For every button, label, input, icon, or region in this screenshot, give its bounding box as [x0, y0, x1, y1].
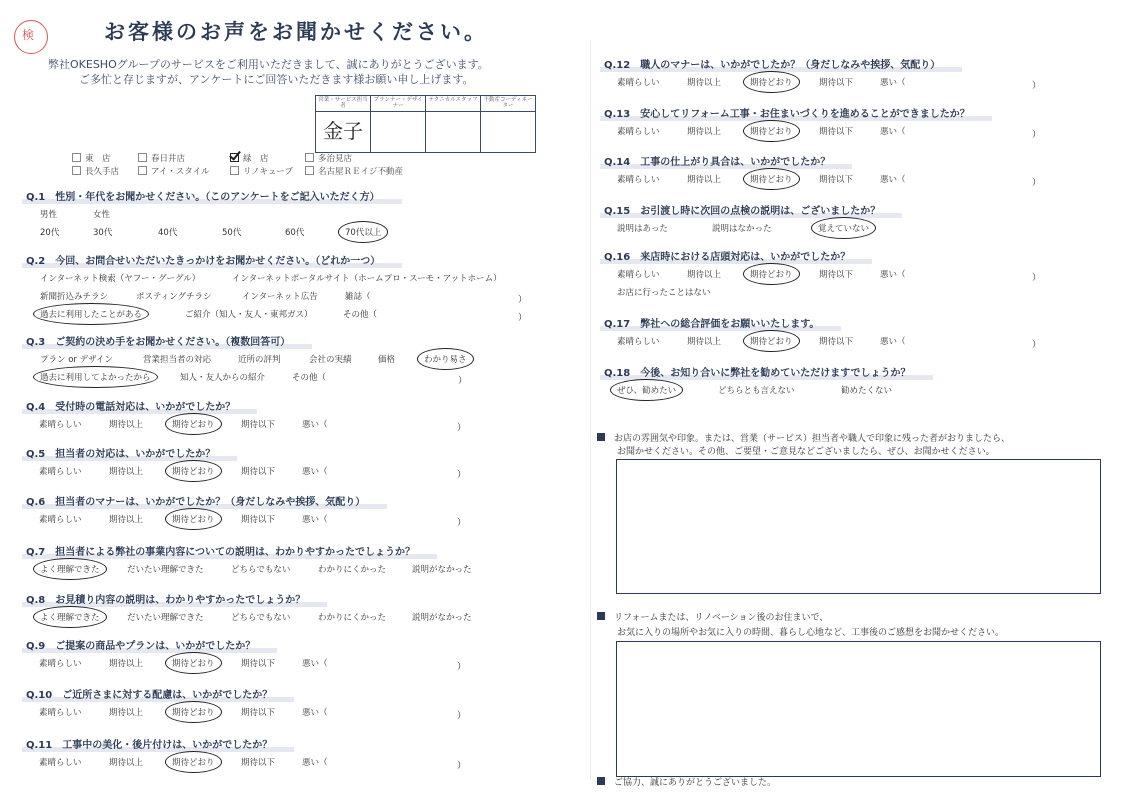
answer-option[interactable]: 悪い（ — [880, 127, 906, 137]
answer-option[interactable]: 悪い（ — [302, 758, 328, 768]
answer-option-selected[interactable]: 期待どおり — [172, 758, 215, 768]
closing-paren: ） — [457, 711, 467, 721]
answer-option[interactable]: どちらとも言えない — [718, 386, 795, 396]
answer-option[interactable]: 会社の実績 — [309, 355, 352, 365]
answer-option-selected[interactable]: 覚えていない — [818, 224, 870, 234]
closing-paren: ） — [1032, 273, 1042, 283]
closing-paren: ） — [457, 662, 467, 672]
answer-option[interactable]: 素晴らしい — [39, 467, 82, 477]
question-title: Q.18 今後、お知り合いに弊社を勧めていただけますでしょうか？ — [604, 364, 911, 379]
answer-option[interactable]: 期待以下 — [241, 420, 276, 430]
answer-option[interactable]: 期待以上 — [687, 78, 722, 88]
store-option[interactable]: 長久手店 — [72, 165, 119, 177]
answer-option[interactable]: その他（ — [292, 373, 327, 383]
question-title: Q.8 お見積り内容の説明は、わかりやすかったでしょうか？ — [26, 591, 305, 606]
answer-option[interactable]: 素晴らしい — [617, 175, 660, 185]
answer-option-selected[interactable]: よく理解できた — [40, 565, 100, 575]
answer-option-selected[interactable]: 期待どおり — [172, 659, 215, 669]
intro-line-2: ご多忙と存じますが、アンケートにご回答いただきます様お願い申し上げます。 — [79, 73, 474, 86]
answer-option[interactable]: 期待以上 — [109, 420, 144, 430]
answer-option[interactable]: 期待以上 — [109, 708, 144, 718]
closing-paren: ） — [457, 470, 467, 480]
answer-option-selected[interactable]: 期待どおり — [750, 337, 793, 347]
store-option[interactable]: 名古屋ＲＥイジ不動産 — [305, 165, 403, 177]
answer-option-selected[interactable]: 期待どおり — [750, 78, 793, 88]
question-highlight — [22, 697, 294, 702]
answer-option[interactable]: 期待以上 — [687, 270, 722, 280]
answer-option[interactable]: その他（ — [343, 310, 378, 320]
store-option[interactable]: アイ・スタイル — [138, 165, 210, 177]
bullet-square-icon — [597, 777, 605, 785]
answer-option[interactable]: 悪い（ — [302, 467, 328, 477]
answer-option[interactable]: 悪い（ — [880, 270, 906, 280]
answer-option[interactable]: インターネット検索（ヤフー・グーグル） — [40, 274, 201, 284]
answer-option[interactable]: プラン or デザイン — [40, 355, 114, 365]
question-title: Q.16 来店時における店頭対応は、いかがでしたか？ — [604, 248, 850, 263]
comment-prompt-1-line-2: お聞かせください。その他、ご要望・ご意見などございましたら、ぜひ、お聞かせください。 — [617, 447, 995, 457]
answer-option-selected[interactable]: 期待どおり — [750, 270, 793, 280]
answer-option[interactable]: 説明がなかった — [412, 565, 472, 575]
closing-paren: ） — [1032, 340, 1042, 350]
closing-message: ご協力、誠にありがとうございました。 — [597, 775, 776, 788]
answer-option-selected[interactable]: 期待どおり — [172, 420, 215, 430]
answer-option[interactable]: 期待以上 — [687, 175, 722, 185]
question-highlight — [22, 409, 257, 414]
answer-option[interactable]: 素晴らしい — [617, 78, 660, 88]
answer-option[interactable]: 素晴らしい — [39, 420, 82, 430]
answer-option[interactable]: 女性 — [93, 210, 111, 220]
answer-option[interactable]: お店に行ったことはない — [617, 288, 711, 298]
answer-option-selected[interactable]: 期待どおり — [750, 175, 793, 185]
answer-option[interactable]: 悪い（ — [880, 337, 906, 347]
question-highlight — [22, 263, 402, 268]
answer-option[interactable]: だいたい理解できた — [127, 613, 204, 623]
store-checkbox[interactable] — [230, 166, 239, 175]
answer-option[interactable]: 期待以上 — [109, 659, 144, 669]
comment-prompt-2: リフォームまたは、リノベーション後のお住まいで、 — [597, 610, 828, 623]
answer-option[interactable]: 期待以下 — [241, 467, 276, 477]
question-title: Q.7 担当者による弊社の事業内容についての説明は、わかりやすかったでしょうか？ — [26, 543, 415, 558]
staff-name-sales[interactable]: 金子 — [316, 111, 371, 152]
closing-paren: ） — [457, 518, 467, 528]
answer-option[interactable]: 素晴らしい — [39, 758, 82, 768]
answer-option[interactable]: 雑誌（ — [345, 292, 371, 302]
question-title: Q.12 職人のマナーは、いかがでしたか？（身だしなみや挨拶、気配り） — [604, 56, 940, 71]
answer-option[interactable]: 悪い（ — [302, 420, 328, 430]
answer-option[interactable]: わかりにくかった — [318, 613, 387, 623]
answer-option[interactable]: 悪い（ — [302, 515, 328, 525]
closing-paren: ） — [1032, 178, 1042, 188]
answer-option[interactable]: 説明はなかった — [712, 224, 772, 234]
bullet-square-icon — [597, 612, 605, 620]
answer-option-selected[interactable]: 期待どおり — [172, 708, 215, 718]
question-title: Q.11 工事中の美化・後片付けは、いかがでしたか？ — [26, 736, 272, 751]
comment-prompt-2-line-2: お気に入りの場所やお気に入りの時間、暮らし心地など、工事後のご感想をお聞かせください。 — [617, 628, 1005, 638]
answer-option-selected[interactable]: 期待どおり — [172, 467, 215, 477]
question-highlight — [22, 648, 277, 653]
answer-option-selected[interactable]: わかり易さ — [424, 355, 467, 365]
answer-option[interactable]: どちらでもない — [231, 565, 291, 575]
answer-option[interactable]: 期待以下 — [819, 337, 854, 347]
question-title: Q.4 受付時の電話対応は、いかがでしたか？ — [26, 398, 235, 413]
stamp-text: 検 — [22, 28, 35, 42]
question-highlight — [600, 259, 872, 264]
answer-option[interactable]: 期待以上 — [687, 337, 722, 347]
question-title: Q.15 お引渡し時に次回の点検の説明は、ございましたか？ — [604, 202, 880, 217]
closing-paren: ） — [1032, 130, 1042, 140]
answer-option-selected[interactable]: 過去に利用してよかったから — [40, 373, 151, 383]
intro-line-1: 弊社OKESHOグループのサービスをご利用いただきまして、誠にありがとうございます。 — [48, 58, 489, 71]
answer-option[interactable]: 近所の評判 — [238, 355, 281, 365]
page-title: お客様のお声をお聞かせください。 — [104, 20, 488, 44]
staff-header-sales: 営業・サービス担当者 — [316, 96, 371, 112]
comment-prompt-1: お店の雰囲気や印象。または、営業（サービス）担当者や職人で印象に残った者がおりましたら、 — [597, 431, 1010, 444]
staff-header-technical: テクニカルスタッフ — [426, 96, 481, 112]
store-option[interactable]: 春日井店 — [138, 152, 185, 164]
answer-option[interactable]: 悪い（ — [302, 708, 328, 718]
answer-option[interactable]: 期待以下 — [241, 659, 276, 669]
answer-option-selected[interactable]: ぜひ、勧めたい — [617, 386, 677, 396]
answer-option[interactable]: 期待以上 — [109, 467, 144, 477]
answer-option[interactable]: ご紹介（知人・友人・東邦ガス） — [185, 310, 313, 320]
answer-option[interactable]: 説明はあった — [617, 224, 668, 234]
answer-option[interactable]: ポスティングチラシ — [136, 292, 212, 302]
question-highlight — [600, 164, 852, 169]
staff-header-realestate: 不動産コーディネーター — [481, 96, 536, 112]
answer-option-selected[interactable]: 70代以上 — [345, 228, 382, 238]
store-option[interactable]: 緑 店 — [230, 152, 269, 164]
answer-option[interactable]: 期待以上 — [687, 127, 722, 137]
question-title: Q.3 ご契約の決め手をお聞かせください。（複数回答可） — [26, 333, 290, 348]
answer-option[interactable]: 期待以下 — [819, 78, 854, 88]
store-option[interactable]: リノキューブ — [230, 165, 293, 177]
answer-option[interactable]: 30代 — [93, 228, 113, 238]
answer-option-selected[interactable]: 期待どおり — [172, 515, 215, 525]
question-title: Q.2 今回、お問合せいただいたきっかけをお聞かせください。（どれか一つ） — [26, 252, 380, 267]
closing-paren: ） — [457, 761, 467, 771]
store-checkbox[interactable] — [72, 153, 81, 162]
question-title: Q.13 安心してリフォーム工事・お住まいづくりを進めることができましたか？ — [604, 105, 970, 120]
staff-table — [315, 95, 536, 153]
answer-option[interactable]: 勧めたくない — [841, 386, 893, 396]
question-title: Q.1 性別・年代をお聞かせください。（このアンケートをご記入いただく方） — [26, 188, 380, 203]
comment-box-1[interactable] — [616, 459, 1101, 594]
answer-option[interactable]: 40代 — [158, 228, 178, 238]
answer-option[interactable]: 期待以上 — [109, 758, 144, 768]
question-title: Q.9 ご提案の商品やプランは、いかがでしたか？ — [26, 637, 255, 652]
answer-option[interactable]: 20代 — [40, 228, 60, 238]
question-title: Q.17 弊社への総合評価をお願いいたします。 — [604, 315, 819, 330]
answer-option[interactable]: 営業担当者の対応 — [143, 355, 212, 365]
store-option[interactable]: 東 店 — [72, 152, 111, 164]
answer-option[interactable]: 期待以下 — [819, 175, 854, 185]
closing-paren: ） — [518, 295, 528, 305]
staff-header-planner: プランナー・デザイナー — [371, 96, 426, 112]
store-checkbox[interactable] — [305, 166, 314, 175]
answer-option[interactable]: 期待以下 — [241, 708, 276, 718]
question-title: Q.6 担当者のマナーは、いかがでしたか？（身だしなみや挨拶、気配り） — [26, 493, 365, 508]
question-highlight — [22, 199, 402, 204]
answer-option[interactable]: だいたい理解できた — [127, 565, 204, 575]
answer-option[interactable]: 悪い（ — [880, 175, 906, 185]
answer-option[interactable]: 説明がなかった — [412, 613, 472, 623]
answer-option[interactable]: 素晴らしい — [617, 127, 660, 137]
answer-option[interactable]: 素晴らしい — [39, 659, 82, 669]
answer-option[interactable]: 新聞折込みチラシ — [40, 292, 109, 302]
answer-option[interactable]: 60代 — [285, 228, 305, 238]
question-highlight — [600, 116, 992, 121]
answer-option[interactable]: 素晴らしい — [39, 515, 82, 525]
answer-option[interactable]: 素晴らしい — [39, 708, 82, 718]
answer-option[interactable]: 期待以下 — [241, 758, 276, 768]
answer-option-selected[interactable]: よく理解できた — [40, 613, 100, 623]
answer-option-selected[interactable]: 期待どおり — [750, 127, 793, 137]
question-title: Q.5 担当者の対応は、いかがでしたか？ — [26, 445, 215, 460]
answer-option[interactable]: わかりにくかった — [318, 565, 387, 575]
store-checkbox[interactable] — [305, 153, 314, 162]
bullet-square-icon — [597, 433, 605, 441]
answer-option[interactable]: 価格 — [378, 355, 396, 365]
store-checkbox[interactable] — [138, 166, 147, 175]
store-option[interactable]: 多治見店 — [305, 152, 352, 164]
closing-paren: ） — [1032, 81, 1042, 91]
closing-paren: ） — [518, 313, 528, 323]
answer-option[interactable]: インターネット広告 — [242, 292, 318, 302]
question-highlight — [22, 747, 294, 752]
question-title: Q.10 ご近所さまに対する配慮は、いかがでしたか？ — [26, 686, 272, 701]
answer-option[interactable]: 期待以下 — [241, 515, 276, 525]
inspection-stamp — [14, 20, 48, 54]
answer-option[interactable]: 知人・友人からの紹介 — [180, 373, 266, 383]
answer-option[interactable]: 悪い（ — [302, 659, 328, 669]
answer-option[interactable]: 素晴らしい — [617, 270, 660, 280]
store-checkbox[interactable] — [138, 153, 147, 162]
staff-name-realestate[interactable] — [481, 111, 536, 152]
answer-option[interactable]: インターネットポータルサイト（ホームプロ・スーモ・アットホーム） — [232, 274, 502, 284]
comment-box-2[interactable] — [616, 641, 1101, 777]
answer-option[interactable]: 期待以下 — [819, 270, 854, 280]
store-checkbox-checked[interactable] — [230, 153, 239, 162]
answer-option[interactable]: どちらでもない — [231, 613, 291, 623]
question-highlight — [22, 344, 312, 349]
column-divider — [590, 40, 591, 780]
answer-option[interactable]: 期待以下 — [819, 127, 854, 137]
question-highlight — [600, 326, 841, 331]
answer-option[interactable]: 男性 — [40, 210, 58, 220]
staff-name-planner[interactable] — [371, 111, 426, 152]
closing-paren: ） — [458, 376, 468, 386]
question-title: Q.14 工事の仕上がり具合は、いかがでしたか？ — [604, 153, 830, 168]
staff-name-technical[interactable] — [426, 111, 481, 152]
store-checkbox[interactable] — [72, 166, 81, 175]
answer-option[interactable]: 素晴らしい — [617, 337, 660, 347]
answer-option-selected[interactable]: 過去に利用したことがある — [40, 310, 143, 320]
closing-paren: ） — [457, 423, 467, 433]
answer-option[interactable]: 50代 — [222, 228, 242, 238]
answer-option[interactable]: 悪い（ — [880, 78, 906, 88]
answer-option[interactable]: 期待以上 — [109, 515, 144, 525]
